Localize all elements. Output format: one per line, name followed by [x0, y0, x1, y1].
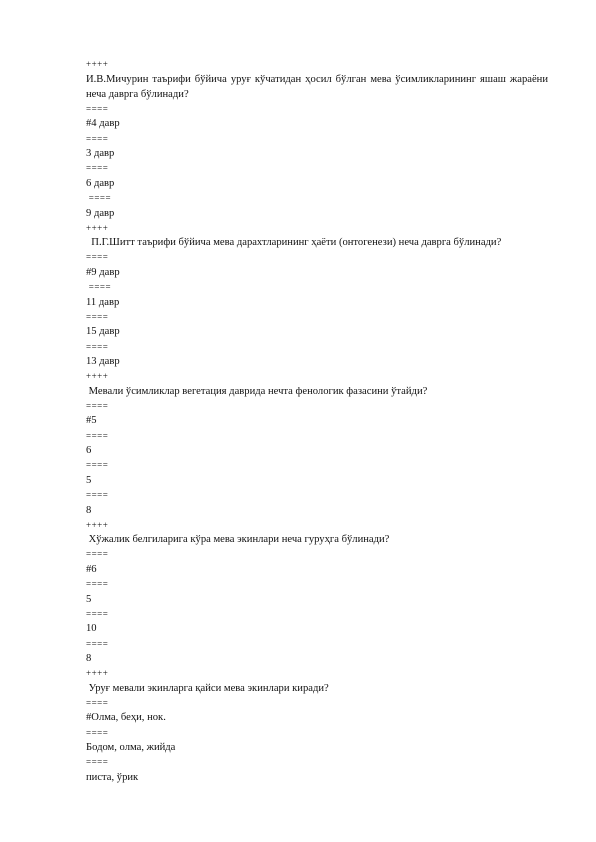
answer-separator: ====: [86, 579, 109, 590]
answer-option: 13 давр: [86, 356, 120, 368]
answer-separator: ====: [86, 549, 109, 560]
answer-separator: ====: [86, 341, 109, 352]
answer-separator: ====: [86, 282, 112, 293]
question-separator: ++++: [86, 59, 109, 69]
answer-option: 10: [86, 623, 97, 635]
question-text: П.Г.Шитт таърифи бўйича мева дарахтларининг ҳаёти (онтогенези) неча даврга бўлинади?: [86, 237, 502, 249]
answer-option: #4 давр: [86, 118, 120, 130]
question-text: Уруғ мевали экинларга қайси мева экинлари киради?: [86, 682, 329, 694]
answer-separator: ====: [86, 727, 109, 738]
answer-separator: ====: [86, 638, 109, 649]
answer-option: #9 давр: [86, 266, 120, 278]
question-text: И.В.Мичурин таърифи бўйича уруғ кўчатидан ҳосил бўлган мева ўсимликларининг яшаш жараёни неча даврга бўлинади?: [86, 73, 551, 100]
answer-option: 5: [86, 593, 92, 605]
answer-separator: ====: [86, 697, 109, 708]
answer-option: писта, ўрик: [86, 771, 139, 783]
answer-separator: ====: [86, 608, 109, 619]
answer-separator: ====: [86, 133, 109, 144]
document-content: [86, 57, 551, 785]
answer-option: 8: [86, 653, 92, 665]
answer-option: 9 давр: [86, 207, 115, 219]
answer-option: 6: [86, 445, 92, 457]
answer-option: #5: [86, 415, 97, 427]
answer-separator: ====: [86, 252, 109, 263]
answer-option: 6 давр: [86, 177, 115, 189]
answer-option: Бодом, олма, жийда: [86, 742, 176, 754]
answer-separator: ====: [86, 103, 109, 114]
answer-separator: ====: [86, 193, 112, 204]
answer-option: #6: [86, 563, 97, 575]
question-separator: ++++: [86, 371, 109, 382]
question-separator: ++++: [86, 222, 109, 233]
answer-option: 11 давр: [86, 296, 120, 308]
question-separator: ++++: [86, 519, 109, 530]
answer-option: #Олма, беҳи, нок.: [86, 712, 166, 724]
answer-separator: ====: [86, 490, 109, 501]
answer-option: 5: [86, 474, 92, 486]
answer-separator: ====: [86, 311, 109, 322]
answer-separator: ====: [86, 757, 109, 768]
question-text: Хўжалик белгиларига кўра мева экинлари неча гуруҳга бўлинади?: [86, 534, 390, 546]
answer-option: 8: [86, 504, 92, 516]
answer-separator: ====: [86, 460, 109, 471]
answer-separator: ====: [86, 400, 109, 411]
question-text: Мевали ўсимликлар вегетация даврида нечта фенологик фазасини ўтайди?: [86, 385, 428, 397]
answer-separator: ====: [86, 430, 109, 441]
answer-separator: ====: [86, 163, 109, 174]
question-separator: ++++: [86, 668, 109, 679]
answer-option: 3 давр: [86, 148, 115, 160]
answer-option: 15 давр: [86, 326, 120, 338]
